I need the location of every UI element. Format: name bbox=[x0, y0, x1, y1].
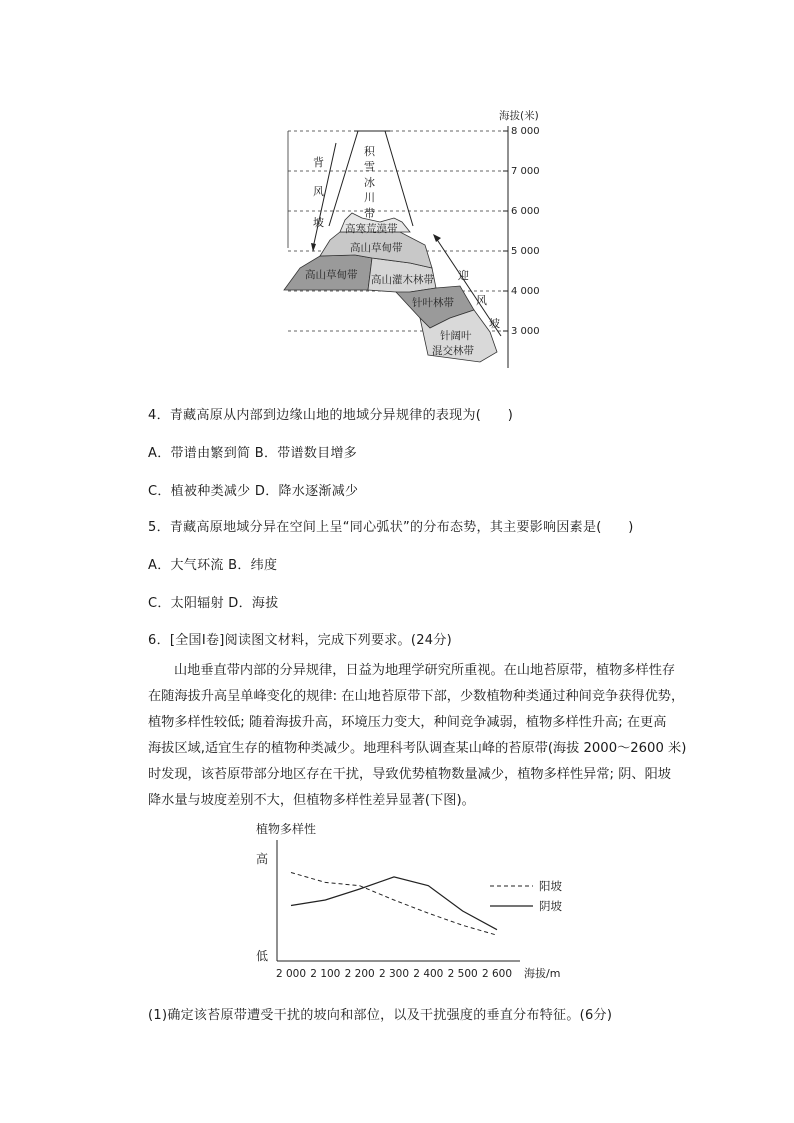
material-line: 植物多样性较低; 随着海拔升高，环境压力变大，种间竞争减弱，植物多样性升高; 在更高 bbox=[148, 715, 667, 730]
material-line: 在随海拔升高呈单峰变化的规律: 在山地苔原带下部，少数植物种类通过种间竞争获得优势， bbox=[148, 689, 685, 704]
material-line: 海拔区域,适宜生存的植物种类减少。地理科考队调查某山峰的苔原带(海拔 2000～2600 米) bbox=[148, 741, 687, 756]
mixed-label-1: 针阔叶 bbox=[440, 330, 472, 342]
x-tick-label: 2 500 bbox=[447, 968, 478, 980]
tick-6000: 6 000 bbox=[511, 206, 540, 217]
question-6-material bbox=[148, 658, 687, 814]
legend-label-yang: 阳坡 bbox=[539, 879, 562, 893]
snow-char-2: 雪 bbox=[364, 160, 375, 173]
material-line: 山地垂直带内部的分异规律，日益为地理学研究所重视。在山地苔原带，植物多样性存 bbox=[174, 663, 676, 678]
chart-y-high: 高 bbox=[256, 852, 269, 866]
snow-char-1: 积 bbox=[364, 145, 375, 158]
windward-arrowhead bbox=[433, 234, 441, 242]
x-tick-label: 2 000 bbox=[275, 968, 307, 980]
windward-char-1: 迎 bbox=[458, 269, 469, 282]
leeward-arrowhead bbox=[311, 243, 316, 252]
question-5-options-1: A．大气环流 B．纬度 bbox=[148, 558, 278, 573]
question-6-stem: 6．[全国Ⅰ卷]阅读图文材料，完成下列要求。(24分) bbox=[148, 633, 453, 648]
legend-label-yin: 阴坡 bbox=[539, 899, 562, 913]
tick-7000: 7 000 bbox=[511, 166, 540, 177]
meadow-upper-label: 高山草甸带 bbox=[350, 242, 403, 254]
x-tick-label: 2 600 bbox=[481, 968, 513, 980]
x-tick-label: 2 200 bbox=[344, 968, 375, 980]
tick-8000: 8 000 bbox=[511, 126, 540, 137]
tick-3000: 3 000 bbox=[511, 326, 540, 337]
leeward-char-2: 风 bbox=[313, 185, 324, 198]
material-line: 时发现，该苔原带部分地区存在干扰，导致优势植物数量减少，植物多样性异常; 阴、阳坡 bbox=[148, 767, 671, 782]
chart-xlabel: 海拔/m bbox=[524, 967, 561, 980]
x-tick-label: 2 300 bbox=[378, 968, 410, 980]
tick-4000: 4 000 bbox=[511, 286, 540, 297]
question-4-options-1: A．带谱由繁到简 B．带谱数目增多 bbox=[148, 446, 358, 461]
cold-desert-label: 高寒荒漠带 bbox=[345, 223, 398, 235]
tick-5000: 5 000 bbox=[511, 246, 540, 257]
chart-legend bbox=[490, 879, 562, 913]
snow-char-4: 川 bbox=[364, 191, 375, 204]
meadow-left-label: 高山草甸带 bbox=[305, 269, 358, 281]
material-line: 降水量与坡度差别不大，但植物多样性差异显著(下图)。 bbox=[148, 793, 475, 808]
x-tick-label: 2 100 bbox=[310, 968, 341, 980]
conifer-label: 针叶林带 bbox=[412, 297, 454, 309]
vertical-zone-diagram bbox=[270, 100, 560, 375]
question-4-options-2: C．植被种类减少 D．降水逐渐减少 bbox=[148, 484, 359, 499]
altitude-axis-label: 海拔(米) bbox=[499, 110, 539, 122]
leeward-char-1: 背 bbox=[313, 156, 324, 169]
question-6-sub1: (1)确定该苔原带遭受干扰的坡向和部位，以及干扰强度的垂直分布特征。(6分) bbox=[148, 1008, 613, 1023]
snow-char-5: 带 bbox=[364, 207, 375, 220]
question-4-stem: 4．青藏高原从内部到边缘山地的地域分异规律的表现为( ) bbox=[148, 408, 514, 423]
mixed-label-2: 混交林带 bbox=[432, 345, 474, 357]
shrub-label: 高山灌木林带 bbox=[371, 274, 434, 286]
chart-ylabel: 植物多样性 bbox=[256, 822, 317, 836]
series-line-yang bbox=[291, 873, 497, 936]
windward-char-3: 坡 bbox=[489, 317, 500, 330]
windward-char-2: 风 bbox=[476, 294, 487, 307]
x-tick-label: 2 400 bbox=[413, 968, 444, 980]
axis-ticks bbox=[503, 131, 508, 331]
question-5-options-2: C．太阳辐射 D．海拔 bbox=[148, 596, 279, 611]
leeward-char-3: 坡 bbox=[313, 216, 324, 229]
question-5-stem: 5．青藏高原地域分异在空间上呈“同心弧状”的分布态势，其主要影响因素是( ) bbox=[148, 520, 634, 535]
series-line-yin bbox=[291, 877, 497, 930]
chart-y-low: 低 bbox=[256, 949, 269, 963]
plant-diversity-chart bbox=[240, 815, 600, 985]
snow-char-3: 冰 bbox=[364, 176, 375, 189]
